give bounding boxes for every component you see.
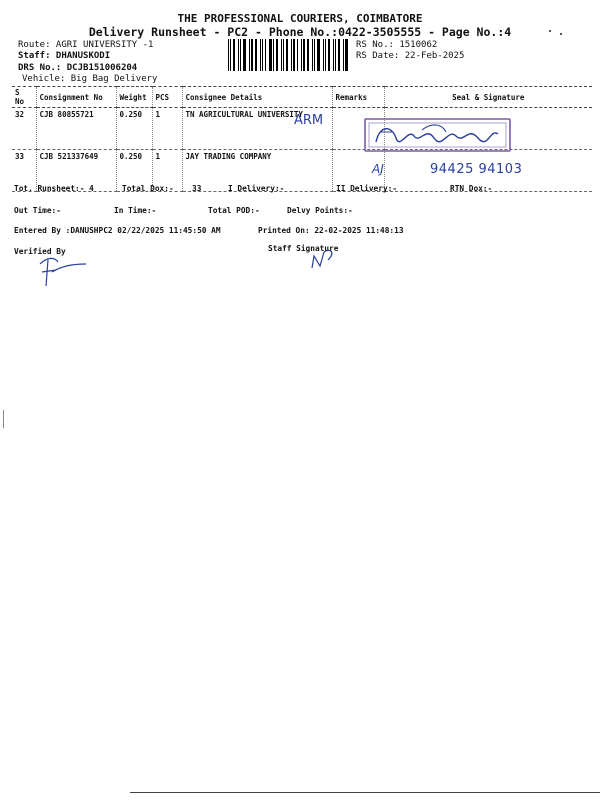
cell-sno: 32 bbox=[12, 108, 36, 150]
col-header-consignment: Consignment No bbox=[36, 87, 116, 108]
delvy-points: Delvy Points:- bbox=[287, 206, 353, 215]
col-header-consignee: Consignee Details bbox=[182, 87, 332, 108]
handwritten-initials: AJ bbox=[372, 162, 384, 176]
i-delivery: I Delivery:- bbox=[228, 184, 285, 193]
rs-number: RS No.: 1510062 bbox=[356, 40, 438, 50]
vehicle-label: Vehicle: Big Bag Delivery bbox=[22, 74, 158, 84]
cell-consignee: TN AGRICULTURAL UNIVERSITY bbox=[182, 108, 332, 150]
in-time: In Time:- bbox=[114, 206, 157, 215]
handwritten-arm-note: ARM bbox=[294, 113, 324, 128]
cell-consignment: CJB 80855721 bbox=[36, 108, 116, 150]
cell-sno: 33 bbox=[12, 150, 36, 192]
verified-by-label: Verified By bbox=[14, 247, 66, 256]
cell-consignee: JAY TRADING COMPANY bbox=[182, 150, 332, 192]
cell-weight: 0.250 bbox=[116, 150, 152, 192]
total-pod: Total POD:- bbox=[208, 206, 260, 215]
out-time: Out Time:- bbox=[14, 206, 61, 215]
drs-number: DRS No.: DCJB151006204 bbox=[18, 63, 138, 73]
cell-pcs: 1 bbox=[152, 108, 182, 150]
cell-pcs: 1 bbox=[152, 150, 182, 192]
staff-signature-label: Staff Signature bbox=[268, 244, 339, 253]
ii-delivery: II Delivery:- bbox=[336, 184, 398, 193]
col-header-sno: S No bbox=[12, 87, 36, 108]
company-name: THE PROFESSIONAL COURIERS, COIMBATORE bbox=[177, 12, 423, 25]
seal-stamp bbox=[362, 114, 514, 154]
col-header-pcs: PCS bbox=[152, 87, 182, 108]
barcode bbox=[228, 39, 350, 71]
staff-label: Staff: DHANUSKODI bbox=[18, 51, 111, 61]
tot-runsheet: Tot. Runsheet:- 4 bbox=[14, 184, 94, 193]
rtn-dox: RTN Dox:- bbox=[450, 184, 493, 193]
rs-date: RS Date: 22-Feb-2025 bbox=[356, 51, 465, 61]
cell-weight: 0.250 bbox=[116, 108, 152, 150]
route-label: Route: AGRI UNIVERSITY -1 bbox=[18, 40, 154, 50]
staff-signature bbox=[308, 246, 342, 272]
handwritten-phone-number: 94425 94103 bbox=[430, 162, 523, 177]
total-dox-label: Total Dox:- bbox=[122, 184, 174, 193]
cell-consignment: CJB 521337649 bbox=[36, 150, 116, 192]
runsheet-title: Delivery Runsheet - PC2 - Phone No.:0422-3505555 - Page No.:4 bbox=[88, 25, 512, 39]
col-header-remarks: Remarks bbox=[332, 87, 384, 108]
entered-by: Entered By :DANUSHPC2 02/22/2025 11:45:50 AM bbox=[14, 226, 221, 235]
col-header-seal: Seal & Signature bbox=[384, 87, 592, 108]
total-dox-value: 33 bbox=[192, 184, 202, 193]
printed-on: Printed On: 22-02-2025 11:48:13 bbox=[258, 226, 404, 235]
col-header-weight: Weight bbox=[116, 87, 152, 108]
table-header-row bbox=[12, 87, 592, 108]
verifier-signature bbox=[36, 252, 88, 288]
